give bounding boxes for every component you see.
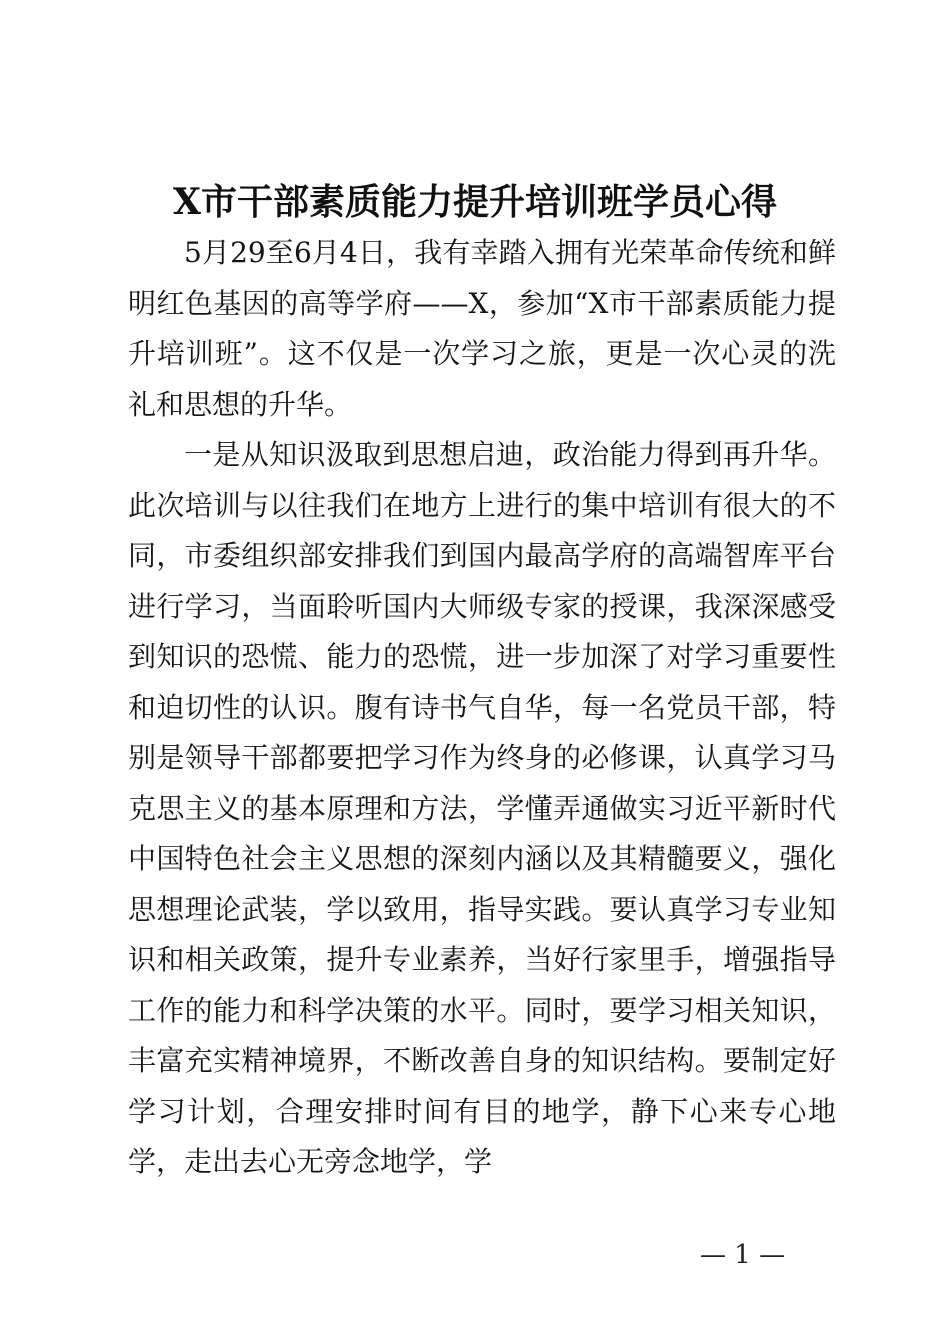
paragraph-intro: 5月29至6月4日，我有幸踏入拥有光荣革命传统和鲜明红色基因的高等学府——X，参加“X市干部素质能力提升培训班”。这不仅是一次学习之旅，更是一次心灵的洗礼和思想的升华。 xyxy=(128,236,836,421)
paragraph-section-one: 一是从知识汲取到思想启迪，政治能力得到再升华。此次培训与以往我们在地方上进行的集中培训有很大的不同，市委组织部安排我们到国内最高学府的高端智库平台进行学习，当面聆听国内大师级专家的授课，我深深感受到知识的恐慌、能力的恐慌，进一步加深了对学习重要性和迫切性的认识。腹有诗书气自华，每一名党员干部，特别是领导干部都要把学习作为终身的必修课，认真学习马克思主义的基本原理和方法，学懂弄通做实习近平新时代中国特色社会主义思想的深刻内涵以及其精髓要义，强化思想理论武装，学以致用，指导实践。要认真学习专业知识和相关政策，提升专业素养，当好行家里手，增强指导工作的能力和科学决策的水平。同时，要学习相关知识，丰富充实精神境界，不断改善自身的知识结构。要制定好学习计划，合理安排时间有目的地学，静下心来专心地学，走出去心无旁念地学，学 xyxy=(128,438,836,1178)
document-body xyxy=(128,228,836,1188)
document-title: X市干部素质能力提升培训班学员心得 xyxy=(173,181,777,223)
page-number: — 1 — xyxy=(700,1240,786,1270)
